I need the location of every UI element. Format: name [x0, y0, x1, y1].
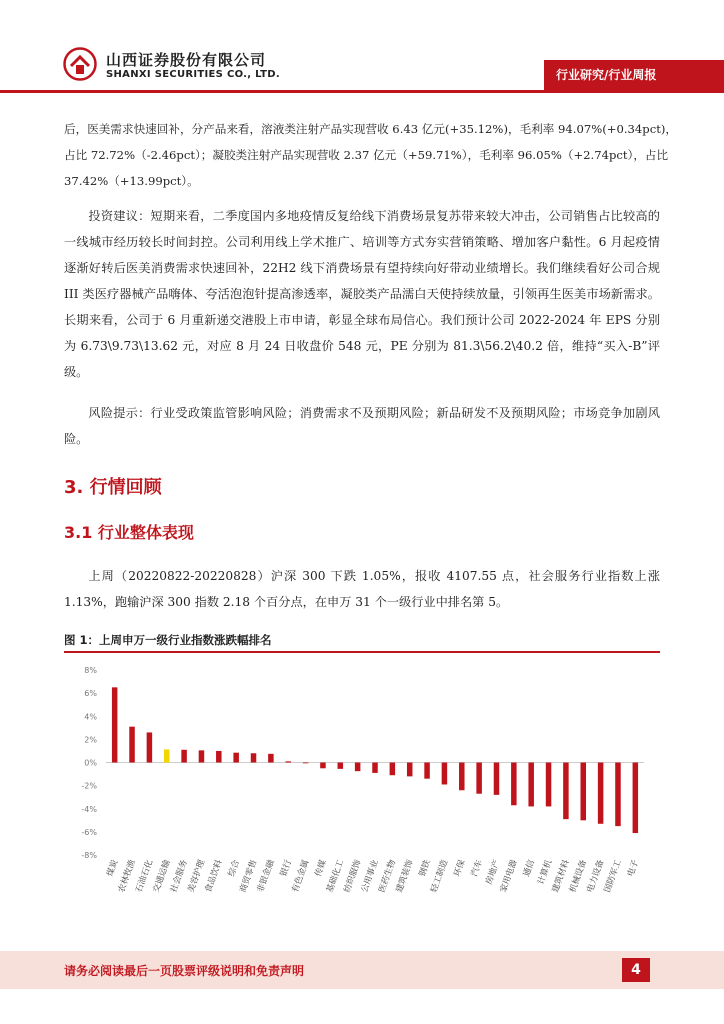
bar-机械设备 [581, 763, 587, 821]
y-tick-label: 8% [84, 666, 97, 675]
y-tick-label: 2% [84, 735, 97, 745]
x-category-label: 社会服务 [168, 858, 190, 894]
bar-商贸零售 [251, 753, 256, 762]
x-category-label: 国防军工 [602, 858, 624, 894]
x-category-label: 传媒 [313, 858, 329, 879]
figure-divider [64, 651, 660, 653]
x-category-label: 电力设备 [585, 858, 607, 894]
bar-食品饮料 [216, 751, 222, 763]
x-category-label: 建筑材料 [550, 858, 572, 894]
x-category-label: 电子 [625, 858, 642, 879]
subsection-heading: 3.1 行业整体表现 [64, 523, 194, 542]
bar-传媒 [320, 763, 326, 769]
bar-房地产 [494, 763, 500, 795]
company-name-cn: 山西证券股份有限公司 [106, 51, 267, 69]
y-tick-label: 4% [84, 712, 97, 722]
x-category-label: 钢铁 [417, 858, 433, 879]
x-category-label: 医药生物 [377, 858, 399, 894]
bar-国防军工 [615, 763, 621, 827]
bar-银行 [285, 761, 291, 762]
x-category-label: 计算机 [536, 858, 555, 887]
bar-轻工制造 [442, 763, 448, 785]
header-divider [0, 90, 724, 93]
bar-建筑材料 [563, 763, 569, 820]
figure-caption: 图 1：上周申万一级行业指数涨跌幅排名 [64, 633, 272, 647]
x-category-label: 纺织服饰 [342, 858, 364, 894]
y-tick-label: -4% [81, 804, 97, 814]
bar-煤炭 [112, 687, 118, 762]
industry-performance-chart [64, 658, 660, 928]
x-category-label: 银行 [278, 858, 295, 879]
company-name-en: SHANXI SECURITIES CO., LTD. [106, 69, 280, 80]
bar-环保 [459, 763, 465, 791]
bar-建筑装饰 [407, 763, 413, 777]
paragraph-market-review: 上周（20220822-20220828）沪深 300 下跌 1.05%，报收 4107.55 点，社会服务行业指数上涨 1.13%，跑输沪深 300 指数 2.18 个百分点，在申万 31 个一级行业中排名第 5。 [64, 569, 660, 609]
bar-钢铁 [424, 763, 430, 779]
x-category-label: 基础化工 [325, 858, 347, 894]
x-category-label: 轻工制造 [429, 858, 451, 894]
x-category-label: 建筑装饰 [394, 858, 416, 894]
company-logo-icon [63, 47, 97, 81]
x-category-label: 机械设备 [568, 858, 590, 894]
bar-非银金融 [268, 754, 274, 763]
x-category-label: 商贸零售 [238, 858, 260, 894]
x-category-label: 公用事业 [359, 858, 381, 894]
x-category-label: 非银金融 [255, 858, 277, 894]
x-category-label: 房地产 [484, 858, 503, 887]
paragraph-investment-advice: 投资建议：短期来看，二季度国内多地疫情反复给线下消费场景复苏带来较大冲击，公司销售占比较高的一线城市经历较长时间封控。公司利用线上学术推广、培训等方式夯实营销策略、增加客户黏性。6 月起疫情逐渐好转后医美消费需求快速回补，22H2 线下消费场景有望持续向好带动业绩增长。我们继续看好公司合规 III 类医疗器械产品嗨体、夸活泡泡针提高渗透率，凝胶类产品濡白天使持续放量，引领再生医美市场新需求。长期来看，公司于 6 月重新递交港股上市申请，彰显全球布局信心。我们预计公司 2022-2024 年 EPS 分别为 6.73\9.73\13.62 元，对应 8 月 24 日收盘价 548 元，PE 分别为 81.3\56.2\40.2 倍，维持“买入-B”评级。 [64, 209, 660, 379]
x-category-label: 美容护理 [186, 858, 208, 894]
bar-有色金属 [303, 763, 309, 764]
bar-石油石化 [147, 732, 153, 762]
bar-家用电器 [511, 763, 517, 806]
x-category-label: 环保 [452, 858, 468, 879]
x-category-label: 综合 [226, 858, 242, 879]
bar-农林牧渔 [129, 727, 135, 763]
y-tick-label: -8% [81, 851, 97, 860]
bar-社会服务 [181, 750, 187, 763]
report-category-tab: 行业研究/行业周报 [544, 60, 724, 90]
x-category-label: 通信 [521, 858, 538, 879]
bar-美容护理 [199, 750, 205, 762]
section-heading: 3. 行情回顾 [64, 477, 162, 498]
bar-电子 [633, 763, 639, 834]
y-tick-label: -6% [81, 827, 97, 837]
x-category-label: 煤炭 [105, 858, 121, 879]
bar-综合 [233, 753, 239, 763]
text-line: 占比 72.72%（-2.46pct）；凝胶类注射产品实现营收 2.37 亿元（+59.71%），毛利率 96.05%（+2.74pct），占比 [64, 148, 669, 162]
footer-disclaimer: 请务必阅读最后一页股票评级说明和免责声明 [64, 964, 305, 978]
x-category-label: 石油石化 [134, 858, 156, 894]
bar-电力设备 [598, 763, 604, 824]
text-line: 后，医美需求快速回补，分产品来看，溶液类注射产品实现营收 6.43 亿元(+35.12%)，毛利率 94.07%(+0.34pct)， [64, 122, 677, 136]
bar-基础化工 [338, 763, 344, 769]
paragraph-risk-warning: 风险提示：行业受政策监管影响风险；消费需求不及预期风险；新品研发不及预期风险；市场竞争加剧风险。 [64, 406, 660, 446]
y-tick-label: -2% [81, 781, 97, 791]
bar-医药生物 [390, 763, 396, 776]
page-header [0, 0, 724, 110]
bar-汽车 [476, 763, 482, 794]
x-category-label: 家用电器 [498, 858, 520, 894]
text-line: 37.42%（+13.99pct）。 [64, 174, 199, 188]
x-category-label: 汽车 [469, 858, 485, 879]
page-number: 4 [622, 958, 650, 982]
paragraph-product-revenue [64, 116, 677, 194]
bar-计算机 [546, 763, 552, 807]
y-tick-label: 6% [84, 689, 97, 699]
bar-交通运输 [164, 749, 170, 762]
x-category-label: 食品饮料 [203, 858, 225, 894]
x-category-label: 农林牧渔 [116, 858, 138, 894]
bar-通信 [528, 763, 534, 807]
bar-公用事业 [372, 763, 378, 773]
x-category-label: 有色金属 [290, 858, 312, 894]
x-category-label: 交通运输 [151, 858, 173, 894]
bar-纺织服饰 [355, 763, 361, 772]
y-tick-label: 0% [84, 758, 97, 768]
